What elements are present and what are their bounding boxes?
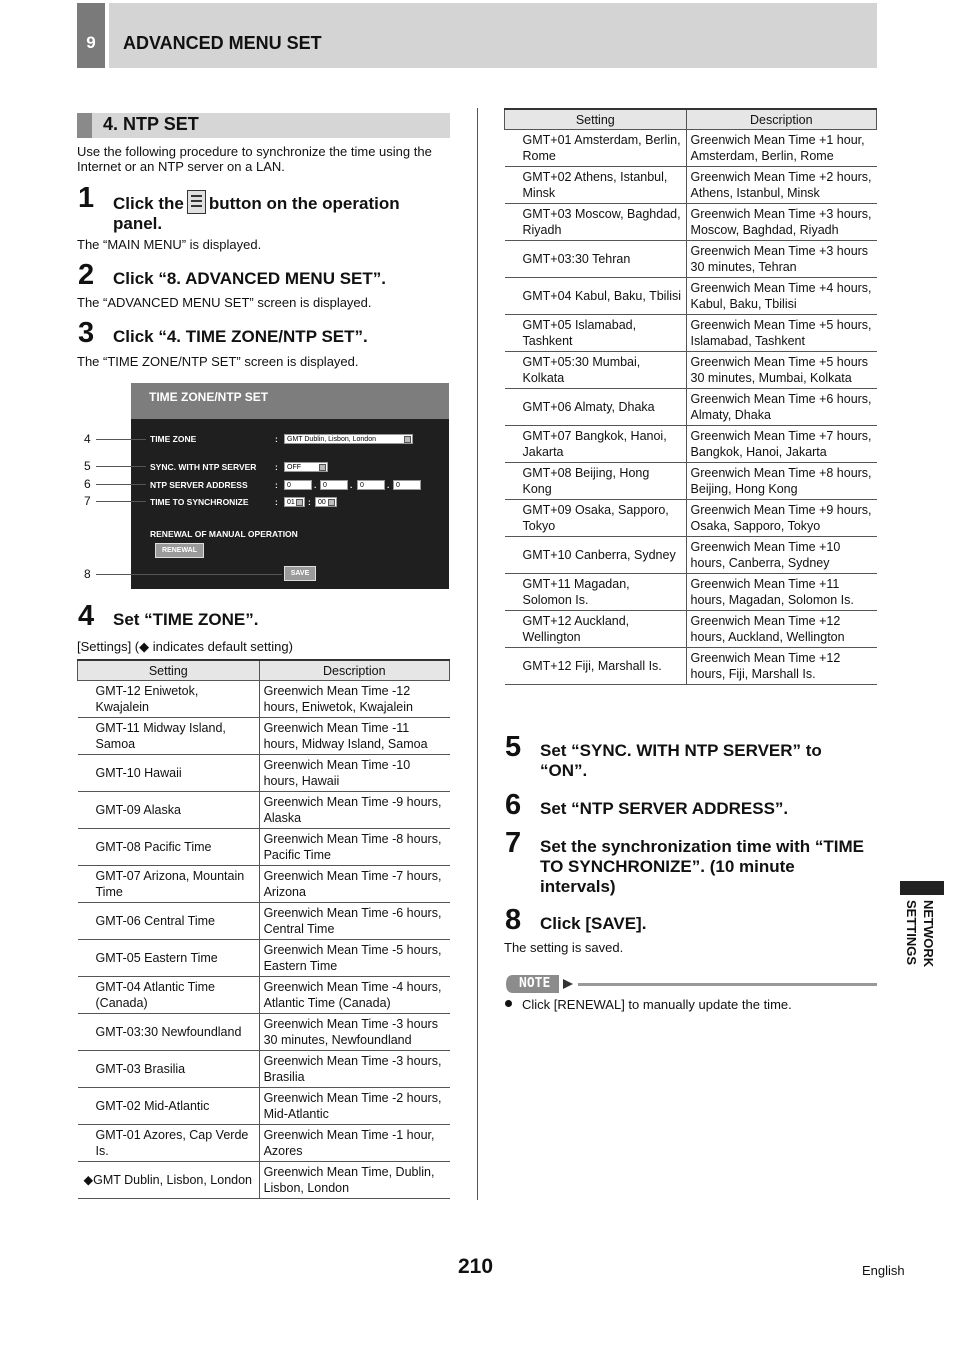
step-number-8: 8 xyxy=(505,904,522,936)
setting-cell: ◆GMT Dublin, Lisbon, London xyxy=(78,1162,260,1199)
step-number-5: 5 xyxy=(505,731,522,763)
bullet-dot xyxy=(505,1000,512,1007)
step-number-6: 6 xyxy=(505,789,522,821)
dot: . xyxy=(314,480,317,490)
note-bullet-text: Click [RENEWAL] to manually update the time. xyxy=(522,997,792,1012)
setting-cell: GMT-09 Alaska xyxy=(78,792,260,829)
step-text-1 xyxy=(113,190,453,234)
column-divider xyxy=(477,108,478,1200)
callout-4: 4 xyxy=(84,432,91,446)
description-cell: Greenwich Mean Time +11 hours, Magadan, Solomon Is. xyxy=(686,574,876,611)
step-1-text-b: button on the operation xyxy=(208,194,400,213)
side-tab-label xyxy=(900,897,944,987)
step-number-2: 2 xyxy=(78,259,95,291)
description-cell: Greenwich Mean Time +9 hours, Osaka, Sapporo, Tokyo xyxy=(686,500,876,537)
setting-cell: GMT+01 Amsterdam, Berlin, Rome xyxy=(505,130,687,167)
table-row xyxy=(78,829,450,866)
hour-select[interactable] xyxy=(284,497,305,507)
sync-value: OFF xyxy=(287,464,301,471)
description-cell: Greenwich Mean Time +5 hours, Islamabad, Tashkent xyxy=(686,315,876,352)
callout-line xyxy=(96,439,146,440)
note-label: NOTE xyxy=(519,976,551,991)
step-result-8: The setting is saved. xyxy=(504,940,624,955)
setting-cell: GMT+02 Athens, Istanbul, Minsk xyxy=(505,167,687,204)
setting-cell: GMT+08 Beijing, Hong Kong xyxy=(505,463,687,500)
setting-cell: GMT+03:30 Tehran xyxy=(505,241,687,278)
chevron-down-icon xyxy=(404,436,411,443)
callout-8: 8 xyxy=(84,567,91,581)
step-number-7: 7 xyxy=(505,827,522,859)
section-intro: Use the following procedure to synchronize the time using the Internet or an NTP server on a LAN. xyxy=(77,144,432,174)
step-1-text-c: panel. xyxy=(113,214,163,233)
table-row xyxy=(78,681,450,718)
table-row xyxy=(505,315,877,352)
description-cell: Greenwich Mean Time +2 hours, Athens, Istanbul, Minsk xyxy=(686,167,876,204)
description-cell: Greenwich Mean Time +4 hours, Kabul, Baku, Tbilisi xyxy=(686,278,876,315)
setting-cell: GMT-02 Mid-Atlantic xyxy=(78,1088,260,1125)
table-row xyxy=(505,389,877,426)
table-body xyxy=(78,681,450,1199)
step-text-3: Click “4. TIME ZONE/NTP SET”. xyxy=(113,327,368,346)
time-zone-select[interactable] xyxy=(284,434,413,444)
description-cell: Greenwich Mean Time -4 hours, Atlantic Time (Canada) xyxy=(259,977,449,1014)
address-octet-2[interactable]: 0 xyxy=(320,480,348,490)
table-row xyxy=(505,611,877,648)
table-row xyxy=(505,500,877,537)
setting-cell: GMT+12 Fiji, Marshall Is. xyxy=(505,648,687,685)
time-zone-table-right xyxy=(504,108,877,685)
callout-line xyxy=(96,466,146,467)
setting-cell: GMT-11 Midway Island, Samoa xyxy=(78,718,260,755)
description-cell: Greenwich Mean Time -5 hours, Eastern Time xyxy=(259,940,449,977)
description-cell: Greenwich Mean Time +10 hours, Canberra, Sydney xyxy=(686,537,876,574)
description-cell: Greenwich Mean Time +3 hours 30 minutes, Tehran xyxy=(686,241,876,278)
table-row xyxy=(78,1051,450,1088)
step-number-1: 1 xyxy=(78,182,95,214)
setting-cell: GMT+10 Canberra, Sydney xyxy=(505,537,687,574)
sync-select[interactable] xyxy=(284,462,328,472)
description-cell: Greenwich Mean Time -3 hours, Brasilia xyxy=(259,1051,449,1088)
chapter-number: 9 xyxy=(86,33,96,52)
column-header-setting: Setting xyxy=(505,109,687,130)
setting-cell: GMT+06 Almaty, Dhaka xyxy=(505,389,687,426)
description-cell: Greenwich Mean Time +8 hours, Beijing, Hong Kong xyxy=(686,463,876,500)
setting-cell: GMT-08 Pacific Time xyxy=(78,829,260,866)
chapter-number-box xyxy=(77,3,105,68)
setting-cell: GMT+04 Kabul, Baku, Tbilisi xyxy=(505,278,687,315)
description-cell: Greenwich Mean Time -2 hours, Mid-Atlantic xyxy=(259,1088,449,1125)
dot: . xyxy=(350,480,353,490)
table-row xyxy=(78,1125,450,1162)
footer-language: English xyxy=(862,1263,905,1278)
screen-title-bar xyxy=(131,383,449,419)
chevron-down-icon xyxy=(328,499,335,506)
step-result-1: The “MAIN MENU” is displayed. xyxy=(77,237,262,252)
column-header-description: Description xyxy=(259,660,449,681)
table-row xyxy=(78,1162,450,1199)
table-row xyxy=(505,167,877,204)
step-7-text-b: TO SYNCHRONIZE”. (10 minute xyxy=(540,857,795,876)
table-row xyxy=(78,718,450,755)
table-row xyxy=(78,792,450,829)
table-row xyxy=(78,903,450,940)
colon: : xyxy=(308,497,311,507)
step-text-2: Click “8. ADVANCED MENU SET”. xyxy=(113,269,386,288)
time-zone-table-left xyxy=(77,659,450,1199)
menu-button-icon xyxy=(187,190,206,214)
step-result-3: The “TIME ZONE/NTP SET” screen is displayed. xyxy=(77,354,359,369)
setting-cell: GMT+05:30 Mumbai, Kolkata xyxy=(505,352,687,389)
callout-7: 7 xyxy=(84,494,91,508)
table-row xyxy=(78,977,450,1014)
sync-label: SYNC. WITH NTP SERVER xyxy=(150,462,257,472)
setting-cell: GMT-01 Azores, Cap Verde Is. xyxy=(78,1125,260,1162)
setting-cell: GMT-04 Atlantic Time (Canada) xyxy=(78,977,260,1014)
setting-cell: GMT+09 Osaka, Sapporo, Tokyo xyxy=(505,500,687,537)
section-marker xyxy=(77,113,92,138)
side-tab-marker xyxy=(900,881,944,895)
step-5-text-b: “ON”. xyxy=(540,761,588,780)
setting-cell: GMT+07 Bangkok, Hanoi, Jakarta xyxy=(505,426,687,463)
table-row xyxy=(78,1088,450,1125)
step-text-4: Set “TIME ZONE”. xyxy=(113,610,259,629)
address-octet-3[interactable]: 0 xyxy=(357,480,385,490)
column-header-description: Description xyxy=(686,109,876,130)
colon: : xyxy=(275,480,278,490)
step-text-8: Click [SAVE]. xyxy=(540,914,647,933)
column-header-setting: Setting xyxy=(78,660,260,681)
minute-value: 00 xyxy=(318,499,326,506)
setting-cell: GMT-06 Central Time xyxy=(78,903,260,940)
table-row xyxy=(505,537,877,574)
address-octet-4[interactable]: 0 xyxy=(393,480,421,490)
description-cell: Greenwich Mean Time -12 hours, Eniwetok, Kwajalein xyxy=(259,681,449,718)
setting-cell: GMT-07 Arizona, Mountain Time xyxy=(78,866,260,903)
callout-5: 5 xyxy=(84,459,91,473)
address-octet-1[interactable]: 0 xyxy=(284,480,312,490)
description-cell: Greenwich Mean Time +5 hours 30 minutes, Mumbai, Kolkata xyxy=(686,352,876,389)
table-row xyxy=(505,574,877,611)
note-rule xyxy=(578,983,877,986)
chevron-down-icon xyxy=(319,464,326,471)
renewal-label: RENEWAL OF MANUAL OPERATION xyxy=(150,529,298,539)
description-cell: Greenwich Mean Time -7 hours, Arizona xyxy=(259,866,449,903)
table-row xyxy=(505,352,877,389)
table-row xyxy=(505,463,877,500)
table-row xyxy=(505,278,877,315)
description-cell: Greenwich Mean Time +3 hours, Moscow, Baghdad, Riyadh xyxy=(686,204,876,241)
table-row xyxy=(78,866,450,903)
step-number-3: 3 xyxy=(78,317,95,349)
description-cell: Greenwich Mean Time +12 hours, Auckland, Wellington xyxy=(686,611,876,648)
section-heading xyxy=(77,113,450,138)
callout-line xyxy=(96,484,146,485)
save-button[interactable]: SAVE xyxy=(284,566,316,581)
description-cell: Greenwich Mean Time +12 hours, Fiji, Marshall Is. xyxy=(686,648,876,685)
description-cell: Greenwich Mean Time +7 hours, Bangkok, Hanoi, Jakarta xyxy=(686,426,876,463)
setting-cell: GMT-05 Eastern Time xyxy=(78,940,260,977)
chevron-down-icon xyxy=(296,499,303,506)
hour-value: 01 xyxy=(287,499,295,506)
step-number-4: 4 xyxy=(78,600,95,632)
description-cell: Greenwich Mean Time, Dublin, Lisbon, London xyxy=(259,1162,449,1199)
description-cell: Greenwich Mean Time -8 hours, Pacific Time xyxy=(259,829,449,866)
sync-time-label: TIME TO SYNCHRONIZE xyxy=(150,497,249,507)
step-7-text-c: intervals) xyxy=(540,877,616,896)
page-number: 210 xyxy=(458,1255,494,1278)
setting-cell: GMT+12 Auckland, Wellington xyxy=(505,611,687,648)
colon: : xyxy=(275,462,278,472)
section-title: 4. NTP SET xyxy=(103,114,199,134)
table-body xyxy=(505,130,877,685)
table-row xyxy=(505,204,877,241)
callout-line xyxy=(96,501,146,502)
note-badge xyxy=(505,974,575,994)
setting-cell: GMT+11 Magadan, Solomon Is. xyxy=(505,574,687,611)
step-text-6: Set “NTP SERVER ADDRESS”. xyxy=(540,799,789,818)
table-row xyxy=(78,940,450,977)
table-row xyxy=(505,426,877,463)
step-result-2: The “ADVANCED MENU SET” screen is displayed. xyxy=(77,295,372,310)
settings-caption: [Settings] (◆ indicates default setting) xyxy=(77,639,293,654)
time-zone-label: TIME ZONE xyxy=(150,434,197,444)
step-1-text-a: Click the xyxy=(113,194,184,213)
table-row xyxy=(505,241,877,278)
side-tab-line2: SETTINGS xyxy=(904,900,919,966)
side-tab-line1: NETWORK xyxy=(921,900,936,968)
time-zone-value: GMT Dublin, Lisbon, London xyxy=(287,436,376,443)
description-cell: Greenwich Mean Time -1 hour, Azores xyxy=(259,1125,449,1162)
description-cell: Greenwich Mean Time +6 hours, Almaty, Dhaka xyxy=(686,389,876,426)
step-text-5 xyxy=(540,741,822,781)
table-row xyxy=(78,1014,450,1051)
description-cell: Greenwich Mean Time +1 hour, Amsterdam, Berlin, Rome xyxy=(686,130,876,167)
chapter-title: ADVANCED MENU SET xyxy=(123,33,322,53)
setting-cell: GMT-03:30 Newfoundland xyxy=(78,1014,260,1051)
callout-6: 6 xyxy=(84,477,91,491)
table-row xyxy=(78,755,450,792)
setting-cell: GMT+03 Moscow, Baghdad, Riyadh xyxy=(505,204,687,241)
table-row xyxy=(505,648,877,685)
description-cell: Greenwich Mean Time -10 hours, Hawaii xyxy=(259,755,449,792)
description-cell: Greenwich Mean Time -3 hours 30 minutes, Newfoundland xyxy=(259,1014,449,1051)
table-row xyxy=(505,130,877,167)
colon: : xyxy=(275,497,278,507)
screen-title: TIME ZONE/NTP SET xyxy=(149,390,269,404)
description-cell: Greenwich Mean Time -11 hours, Midway Island, Samoa xyxy=(259,718,449,755)
description-cell: Greenwich Mean Time -6 hours, Central Time xyxy=(259,903,449,940)
step-5-text-a: Set “SYNC. WITH NTP SERVER” to xyxy=(540,741,822,760)
chapter-title-bar xyxy=(109,3,877,68)
description-cell: Greenwich Mean Time -9 hours, Alaska xyxy=(259,792,449,829)
step-7-text-a: Set the synchronization time with “TIME xyxy=(540,837,864,856)
renewal-button[interactable]: RENEWAL xyxy=(155,543,204,558)
setting-cell: GMT+05 Islamabad, Tashkent xyxy=(505,315,687,352)
minute-select[interactable] xyxy=(315,497,337,507)
setting-cell: GMT-10 Hawaii xyxy=(78,755,260,792)
dot: . xyxy=(387,480,390,490)
ntp-address-label: NTP SERVER ADDRESS xyxy=(150,480,248,490)
step-text-7 xyxy=(540,837,880,897)
callout-line xyxy=(96,574,282,575)
colon: : xyxy=(275,434,278,444)
setting-cell: GMT-03 Brasilia xyxy=(78,1051,260,1088)
setting-cell: GMT-12 Eniwetok, Kwajalein xyxy=(78,681,260,718)
